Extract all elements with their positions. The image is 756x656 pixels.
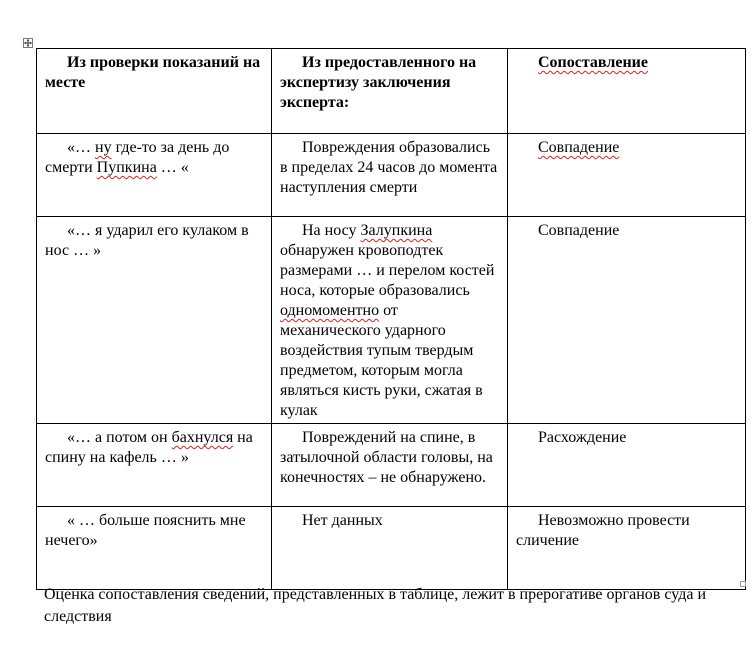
- header-cell[interactable]: [272, 49, 508, 134]
- statement-cell[interactable]: [37, 424, 272, 507]
- finding-text: обнаружен кровоподтек размерами … и перелом костей носа, которые образовались: [280, 242, 495, 299]
- caption-paragraph[interactable]: Оценка сопоставления сведений, представленных в таблице, лежит в прерогативе органов суда и следствия: [44, 586, 706, 625]
- table-row: [37, 134, 746, 217]
- statement-text-misspelled: бахнулся: [171, 429, 234, 446]
- finding-name-misspelled: Залупкина: [360, 222, 433, 239]
- statement-text: «… а потом он: [67, 429, 172, 446]
- statement-text: «… я ударил его кулаком в нос … »: [45, 222, 249, 259]
- statement-text: «…: [67, 139, 95, 156]
- table-row: [37, 217, 746, 424]
- four-way-arrow-icon: [24, 39, 32, 47]
- header-text: Из проверки показаний на месте: [45, 54, 261, 91]
- statement-text: где-то за день до смерти: [45, 139, 230, 176]
- finding-cell[interactable]: [272, 134, 508, 217]
- comparison-cell[interactable]: [508, 507, 746, 590]
- comparison-text: Совпадение: [538, 222, 620, 239]
- comparison-cell[interactable]: [508, 424, 746, 507]
- comparison-cell[interactable]: [508, 217, 746, 424]
- table-header-row: [37, 49, 746, 134]
- statement-text: на спину на кафель … »: [45, 429, 253, 466]
- header-cell[interactable]: [508, 49, 746, 134]
- statement-name-misspelled: Пупкина: [96, 159, 157, 176]
- statement-cell[interactable]: [37, 507, 272, 590]
- header-text: Из предоставленного на экспертизу заключения эксперта:: [280, 54, 477, 111]
- finding-text: Нет данных: [302, 512, 383, 529]
- statement-text-misspelled: ну: [95, 139, 112, 156]
- finding-text: Повреждения образовались в пределах 24 часов до момента наступления смерти: [280, 139, 498, 196]
- finding-text-misspelled: одномоментно: [280, 302, 380, 319]
- comparison-text: Совпадение: [538, 139, 620, 156]
- finding-text: На носу: [302, 222, 361, 239]
- header-cell[interactable]: [37, 49, 272, 134]
- comparison-table: [36, 48, 746, 590]
- finding-cell[interactable]: [272, 217, 508, 424]
- header-text: Сопоставление: [538, 54, 648, 71]
- comparison-cell[interactable]: [508, 134, 746, 217]
- table-row: [37, 424, 746, 507]
- statement-cell[interactable]: [37, 134, 272, 217]
- comparison-text: Расхождение: [538, 429, 627, 446]
- table-move-handle-icon[interactable]: [23, 38, 33, 48]
- statement-text: … «: [156, 159, 189, 176]
- statement-cell[interactable]: [37, 217, 272, 424]
- finding-cell[interactable]: [272, 507, 508, 590]
- finding-text: от механического ударного воздействия тупым твердым предметом, которым могла являться кисть руки, сжатая в кулак: [280, 302, 483, 419]
- finding-cell[interactable]: [272, 424, 508, 507]
- table-row: [37, 507, 746, 590]
- finding-text: Повреждений на спине, в затылочной области головы, на конечностях – не обнаружено.: [280, 429, 493, 486]
- statement-text: « … больше пояснить мне нечего»: [45, 512, 246, 549]
- comparison-text: Невозможно провести сличение: [516, 512, 690, 549]
